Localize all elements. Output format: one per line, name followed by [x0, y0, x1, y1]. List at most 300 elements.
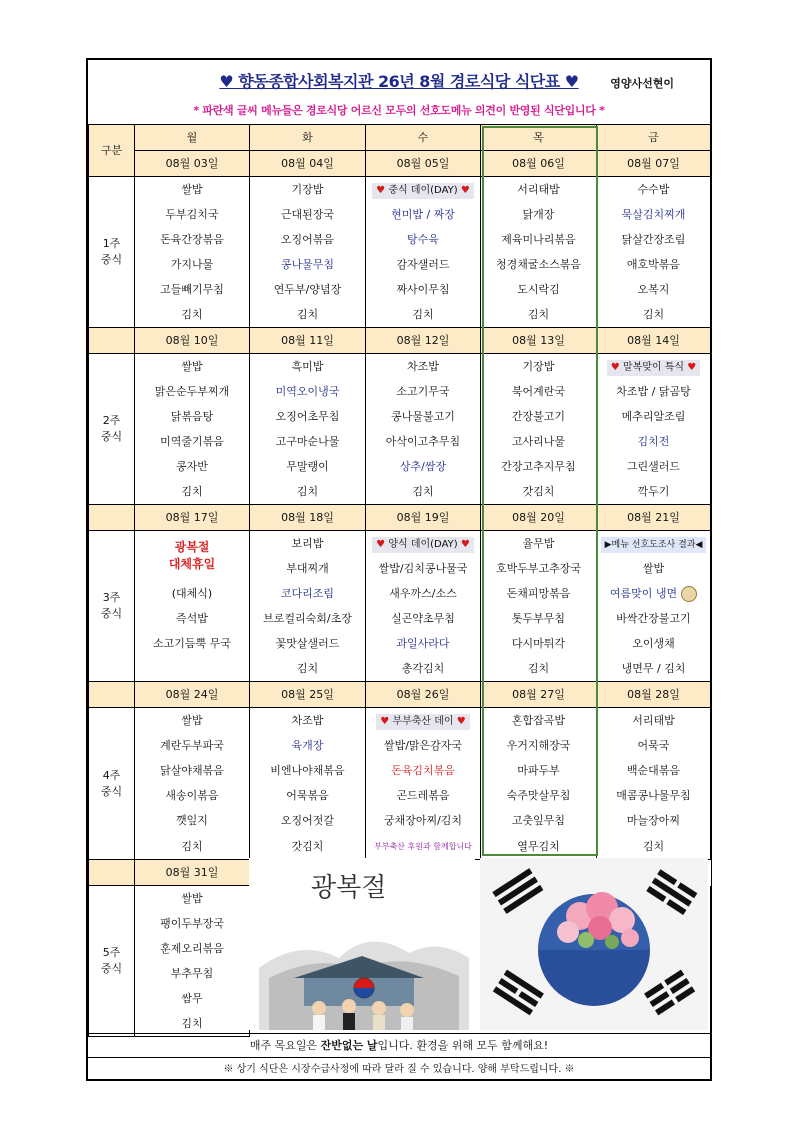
menu-item-text: 콩나물무침 — [280, 258, 335, 271]
week-label: 2주 중식 — [89, 354, 135, 505]
menu-item-text: 돈채피망볶음 — [506, 587, 571, 600]
menu-cell — [250, 454, 366, 479]
menu-cell — [481, 833, 597, 860]
menu-cell — [366, 833, 481, 860]
menu-item-text: 갓김치 — [522, 485, 555, 498]
menu-item-text: 메추리알조림 — [621, 410, 686, 423]
menu-item-text: 깍두기 — [637, 485, 670, 498]
menu-cell — [135, 454, 250, 479]
menu-cell — [135, 302, 250, 328]
date-row — [89, 505, 711, 531]
date-row — [89, 682, 711, 708]
menu-cell — [597, 531, 711, 557]
menu-cell — [481, 606, 597, 631]
menu-sheet — [86, 58, 712, 1081]
menu-item-text: 두부김치국 — [165, 208, 219, 221]
menu-cell — [250, 758, 366, 783]
liberation-day-text: 광복절 — [311, 873, 387, 903]
menu-item-text: 애호박볶음 — [626, 258, 681, 271]
menu-item-text: 부대찌개 — [286, 562, 329, 575]
footer-notice-pre: 매주 목요일은 — [249, 1039, 321, 1052]
menu-cell — [250, 556, 366, 581]
week-label: 4주 중식 — [89, 708, 135, 860]
menu-item-text: 브로컬리숙회/초장 — [263, 612, 352, 625]
menu-cell — [366, 531, 481, 557]
menu-cell — [481, 783, 597, 808]
date-cell: 08월 27일 — [481, 682, 597, 708]
date-cell: 08월 31일 — [135, 860, 250, 886]
menu-item-text: 김치 — [181, 308, 203, 321]
menu-cell — [597, 252, 711, 277]
menu-cell — [135, 177, 250, 203]
menu-cell — [250, 252, 366, 277]
corner-label: 구분 — [89, 125, 135, 177]
menu-item-text: 갓김치 — [291, 839, 324, 853]
menu-cell — [250, 354, 366, 380]
menu-item-text: 팽이두부장국 — [160, 917, 224, 930]
menu-row — [89, 631, 711, 656]
menu-item-text: 김치 — [296, 485, 319, 498]
menu-item-text: 쌈무 — [181, 992, 203, 1005]
menu-item-text: 도시락김 — [517, 283, 560, 296]
menu-cell — [597, 581, 711, 606]
menu-cell — [481, 379, 597, 404]
menu-item-text: 근대된장국 — [280, 208, 335, 221]
subtitle: * 파란색 글씨 메뉴들은 경로식당 어르신 모두의 선호도메뉴 의견이 반영된 식단입니다 * — [193, 104, 605, 117]
menu-cell — [135, 631, 250, 656]
menu-item-text: 쌀밥/맑은감자국 — [383, 739, 463, 752]
menu-cell — [135, 531, 250, 582]
menu-cell — [366, 404, 481, 429]
menu-cell — [250, 227, 366, 252]
date-row — [89, 328, 711, 354]
menu-item-text: 간장고추지무침 — [501, 460, 576, 473]
date-cell: 08월 07일 — [597, 151, 711, 177]
menu-cell — [597, 202, 711, 227]
menu-item-text: 소고기무국 — [396, 385, 450, 398]
menu-cell — [250, 808, 366, 833]
menu-cell — [481, 758, 597, 783]
menu-cell — [481, 252, 597, 277]
menu-cell — [597, 277, 711, 302]
menu-cell — [481, 227, 597, 252]
day-header-row — [89, 125, 711, 151]
menu-cell — [135, 911, 250, 936]
menu-item-text: 김치 — [296, 308, 319, 321]
menu-row — [89, 708, 711, 734]
menu-item-text: 쌀밥 — [181, 892, 203, 905]
menu-cell — [597, 302, 711, 328]
menu-cell — [135, 656, 250, 682]
menu-cell — [481, 808, 597, 833]
menu-cell — [481, 177, 597, 203]
menu-item-text: 새송이볶음 — [165, 789, 219, 802]
menu-cell — [597, 354, 711, 380]
menu-cell — [366, 581, 481, 606]
menu-cell — [597, 808, 711, 833]
menu-cell — [135, 202, 250, 227]
date-cell: 08월 11일 — [250, 328, 366, 354]
heart-icon: ♥ — [453, 716, 466, 727]
menu-item-text: 김치 — [181, 1017, 203, 1030]
heart-icon: ♥ — [376, 185, 389, 196]
date-cell: 08월 03일 — [135, 151, 250, 177]
heart-icon: ♥ — [610, 362, 623, 373]
date-cell: 08월 10일 — [135, 328, 250, 354]
menu-cell — [481, 656, 597, 682]
menu-row — [89, 758, 711, 783]
menu-cell — [135, 808, 250, 833]
menu-row — [89, 656, 711, 682]
nutritionist-name: 영양사선현이 — [610, 77, 674, 90]
menu-item-text: 쌀밥 — [181, 360, 203, 373]
holiday-label: 광복절 대체휴일 — [168, 540, 216, 571]
menu-cell — [250, 302, 366, 328]
menu-cell — [250, 479, 366, 505]
menu-cell — [597, 758, 711, 783]
menu-row — [89, 454, 711, 479]
menu-item-text: 흑미밥 — [291, 360, 324, 373]
date-cell: 08월 21일 — [597, 505, 711, 531]
menu-row — [89, 277, 711, 302]
menu-item-text: 숙주맛살무침 — [506, 789, 571, 802]
date-cell: 08월 26일 — [366, 682, 481, 708]
menu-item-text: 부추무침 — [170, 967, 214, 980]
week-label: 3주 중식 — [89, 531, 135, 682]
week-label: 1주 중식 — [89, 177, 135, 328]
menu-cell — [597, 656, 711, 682]
menu-item-text: 콩나물불고기 — [391, 410, 455, 423]
menu-item-text: 콩자반 — [176, 460, 208, 473]
menu-cell — [481, 581, 597, 606]
menu-cell — [250, 177, 366, 203]
menu-cell — [366, 758, 481, 783]
date-cell: 08월 19일 — [366, 505, 481, 531]
menu-item-text: 고춧잎무침 — [511, 814, 566, 827]
menu-cell — [135, 606, 250, 631]
menu-cell — [250, 202, 366, 227]
menu-row — [89, 379, 711, 404]
menu-item-text: 고사리나물 — [511, 435, 566, 448]
menu-item-text: 코다리조림 — [280, 587, 335, 600]
survey-result-badge: ▶메뉴 선호도조사 결과◀ — [601, 537, 707, 553]
date-cell: 08월 13일 — [481, 328, 597, 354]
menu-cell — [597, 733, 711, 758]
date-cell: 08월 05일 — [366, 151, 481, 177]
menu-cell — [135, 379, 250, 404]
menu-cell — [250, 708, 366, 734]
theme-day-text: 말복맞이 특식 — [622, 362, 685, 373]
menu-cell — [366, 379, 481, 404]
theme-day-text: 양식 데이(DAY) — [388, 539, 458, 550]
menu-item-text: 짜사이무침 — [396, 283, 450, 296]
menu-item-text: 훈제오리볶음 — [160, 942, 224, 955]
menu-item-text: 여름맞이 냉면 — [609, 587, 678, 600]
menu-cell — [481, 404, 597, 429]
menu-item-text: 미역줄기볶음 — [160, 435, 224, 448]
menu-cell — [366, 177, 481, 203]
menu-cell — [597, 631, 711, 656]
theme-day-text: 부부축산 데이 — [392, 716, 454, 727]
menu-item-text: 실곤약초무침 — [391, 612, 455, 625]
menu-cell — [481, 556, 597, 581]
menu-cell — [481, 354, 597, 380]
menu-row — [89, 581, 711, 606]
menu-cell — [597, 556, 711, 581]
theme-day-badge — [372, 537, 474, 553]
menu-cell — [135, 758, 250, 783]
menu-row — [89, 531, 711, 557]
menu-cell — [366, 227, 481, 252]
menu-cell — [366, 202, 481, 227]
menu-item-text: 마늘장아찌 — [626, 814, 681, 827]
menu-cell — [135, 833, 250, 860]
menu-row — [89, 429, 711, 454]
menu-cell — [481, 277, 597, 302]
heart-icon: ♥ — [376, 539, 389, 550]
week-spacer — [89, 328, 135, 354]
menu-row — [89, 177, 711, 203]
menu-cell — [135, 404, 250, 429]
menu-item-text: 고들빼기무침 — [160, 283, 224, 296]
menu-item-text: 김치 — [181, 485, 203, 498]
menu-item-text: 서리태밥 — [632, 714, 675, 727]
heart-icon: ♥ — [457, 539, 470, 550]
menu-cell — [597, 783, 711, 808]
menu-item-text: 북어계란국 — [511, 385, 566, 398]
menu-cell — [366, 556, 481, 581]
menu-item-text: 쌀밥 — [181, 183, 203, 196]
heart-icon: ♥ — [380, 716, 393, 727]
menu-item-text: 새우까스/소스 — [389, 587, 457, 600]
menu-cell — [135, 479, 250, 505]
menu-cell — [366, 429, 481, 454]
menu-item-text: 무말랭이 — [286, 460, 329, 473]
menu-cell — [597, 379, 711, 404]
menu-cell — [135, 277, 250, 302]
menu-item-text: 꽃맛살샐러드 — [275, 637, 340, 650]
menu-cell — [135, 429, 250, 454]
theme-day-badge — [607, 360, 700, 376]
menu-cell — [597, 177, 711, 203]
menu-cell — [366, 606, 481, 631]
menu-cell — [366, 656, 481, 682]
menu-cell — [250, 379, 366, 404]
menu-item-text: 미역오이냉국 — [275, 385, 340, 398]
taegukgi-flag-icon — [480, 858, 708, 1030]
menu-item-text: 고구마순나물 — [275, 435, 340, 448]
menu-item-text: 김치전 — [637, 435, 670, 448]
menu-cell — [366, 708, 481, 734]
menu-cell — [597, 227, 711, 252]
menu-cell — [250, 833, 366, 860]
menu-row — [89, 302, 711, 328]
footer-notice — [88, 1033, 710, 1058]
menu-item-text: 맑은순두부찌개 — [154, 385, 230, 398]
page-title: ♥ 향동종합사회복지관 26년 8월 경로식당 식단표 ♥ — [219, 71, 579, 91]
date-cell: 08월 06일 — [481, 151, 597, 177]
menu-cell — [250, 404, 366, 429]
liberation-day-illustration — [249, 858, 475, 1030]
menu-row — [89, 833, 711, 860]
menu-cell — [366, 808, 481, 833]
menu-item-text: 보리밥 — [291, 537, 324, 550]
menu-item-text: 상추/쌈장 — [399, 460, 447, 473]
menu-item-text: 김치 — [181, 839, 203, 853]
menu-cell — [597, 479, 711, 505]
menu-cell — [366, 733, 481, 758]
menu-cell — [250, 277, 366, 302]
menu-cell — [481, 733, 597, 758]
menu-item-text: 과일사라다 — [396, 637, 450, 650]
menu-cell — [366, 479, 481, 505]
menu-cell — [366, 454, 481, 479]
week-spacer — [89, 682, 135, 708]
menu-item-text: 즉석밥 — [176, 612, 208, 625]
theme-day-badge — [376, 714, 469, 730]
menu-cell — [366, 252, 481, 277]
menu-cell — [366, 277, 481, 302]
menu-item-text: 쌀밥 — [181, 714, 203, 727]
menu-row — [89, 354, 711, 380]
menu-cell — [135, 961, 250, 986]
menu-item-text: 바싹간장불고기 — [616, 612, 691, 625]
menu-cell — [366, 302, 481, 328]
menu-item-text: 부부축산 후원과 함께합니다 — [374, 842, 472, 851]
menu-cell — [597, 429, 711, 454]
menu-cell — [135, 581, 250, 606]
menu-cell — [366, 631, 481, 656]
menu-item-text: 김치 — [527, 308, 550, 321]
date-cell: 08월 28일 — [597, 682, 711, 708]
menu-cell — [250, 783, 366, 808]
menu-row — [89, 479, 711, 505]
menu-item-text: 차조밥 — [407, 360, 439, 373]
date-cell: 08월 24일 — [135, 682, 250, 708]
menu-item-text: 돈육간장볶음 — [160, 233, 224, 246]
menu-cell — [481, 631, 597, 656]
menu-item-text: 소고기듬뿍 무국 — [153, 637, 231, 650]
menu-item-text: 어묵국 — [637, 739, 670, 752]
menu-row — [89, 733, 711, 758]
menu-item-text: 김치 — [412, 308, 434, 321]
menu-item-text: 계란두부파국 — [160, 739, 224, 752]
menu-item-text: 묵살김치찌개 — [621, 208, 686, 221]
menu-row — [89, 404, 711, 429]
menu-cell — [250, 631, 366, 656]
menu-item-text: 곤드레볶음 — [396, 789, 450, 802]
menu-cell — [250, 656, 366, 682]
menu-item-text: 닭살야채볶음 — [160, 764, 224, 777]
menu-item-text: 김치 — [412, 485, 434, 498]
menu-item-text: 기장밥 — [291, 183, 324, 196]
menu-item-text: 오징어젓갈 — [280, 814, 335, 827]
date-cell: 08월 12일 — [366, 328, 481, 354]
menu-item-text: 감자샐러드 — [396, 258, 450, 271]
menu-item-text: 어묵볶음 — [286, 789, 329, 802]
footer-disclaimer: ※ 상기 식단은 시장수급사정에 따라 달라 질 수 있습니다. 양해 부탁드립니다. ※ — [88, 1057, 710, 1082]
menu-item-text: 차조밥 / 닭곰탕 — [616, 385, 691, 398]
menu-item-text: 아삭이고추무침 — [385, 435, 461, 448]
day-header: 목 — [481, 125, 597, 151]
menu-cell — [250, 581, 366, 606]
date-cell: 08월 18일 — [250, 505, 366, 531]
menu-item-text: (대체식) — [171, 587, 213, 600]
menu-item-text: 냉면무 / 김치 — [621, 662, 686, 675]
date-cell: 08월 17일 — [135, 505, 250, 531]
date-row — [89, 151, 711, 177]
menu-cell — [135, 252, 250, 277]
menu-item-text: 청경채굴소스볶음 — [495, 258, 581, 271]
menu-item-text: 차조밥 — [291, 714, 324, 727]
menu-item-text: 매콤콩나물무침 — [616, 789, 691, 802]
date-cell: 08월 14일 — [597, 328, 711, 354]
menu-item-text: 연두부/양념장 — [273, 283, 342, 296]
menu-item-text: 김치 — [296, 662, 319, 675]
menu-cell — [135, 354, 250, 380]
menu-cell — [135, 886, 250, 912]
menu-item-text: 우거지해장국 — [506, 739, 571, 752]
menu-item-text: 호박두부고추장국 — [495, 562, 581, 575]
menu-item-text: 비엔나야채볶음 — [270, 764, 345, 777]
menu-item-text: 율무밥 — [522, 537, 555, 550]
menu-cell — [481, 302, 597, 328]
menu-item-text: 그린샐러드 — [626, 460, 681, 473]
menu-item-text: 깻잎지 — [176, 814, 208, 827]
menu-item-text: 현미밥 / 짜장 — [391, 208, 455, 221]
menu-item-text: 오징어초무침 — [275, 410, 340, 423]
menu-item-text: 서리태밥 — [517, 183, 560, 196]
menu-cell — [250, 429, 366, 454]
noodle-bowl-icon — [681, 586, 697, 602]
menu-item-text: 김치 — [642, 839, 665, 853]
menu-item-text: 김치 — [527, 662, 550, 675]
menu-row — [89, 202, 711, 227]
day-header: 금 — [597, 125, 711, 151]
menu-row — [89, 808, 711, 833]
menu-cell — [366, 354, 481, 380]
menu-item-text: 오이생채 — [632, 637, 675, 650]
menu-item-text: 닭개장 — [522, 208, 555, 221]
menu-item-text: 백순대볶음 — [626, 764, 681, 777]
menu-cell — [597, 833, 711, 860]
menu-item-text: 쌀밥/김치콩나물국 — [378, 562, 468, 575]
menu-cell — [481, 479, 597, 505]
menu-item-text: 탕수육 — [407, 233, 439, 246]
week-spacer — [89, 505, 135, 531]
menu-cell — [135, 733, 250, 758]
menu-cell — [597, 454, 711, 479]
menu-cell — [250, 606, 366, 631]
menu-cell — [366, 783, 481, 808]
day-header: 화 — [250, 125, 366, 151]
menu-cell — [481, 708, 597, 734]
day-header: 월 — [135, 125, 250, 151]
menu-item-text: 오복지 — [637, 283, 670, 296]
menu-cell — [250, 733, 366, 758]
menu-cell — [135, 708, 250, 734]
menu-item-text: 쌀밥 — [642, 562, 665, 575]
menu-item-text: 닭볶음탕 — [170, 410, 214, 423]
heart-icon: ♥ — [684, 362, 697, 373]
menu-cell — [597, 404, 711, 429]
theme-day-badge — [372, 183, 474, 199]
menu-item-text: 돈육김치볶음 — [391, 764, 455, 777]
footer-notice-bold: 잔반없는 날 — [320, 1039, 378, 1052]
menu-cell — [597, 708, 711, 734]
heart-icon: ♥ — [457, 185, 470, 196]
menu-item-text: 육개장 — [291, 739, 324, 752]
